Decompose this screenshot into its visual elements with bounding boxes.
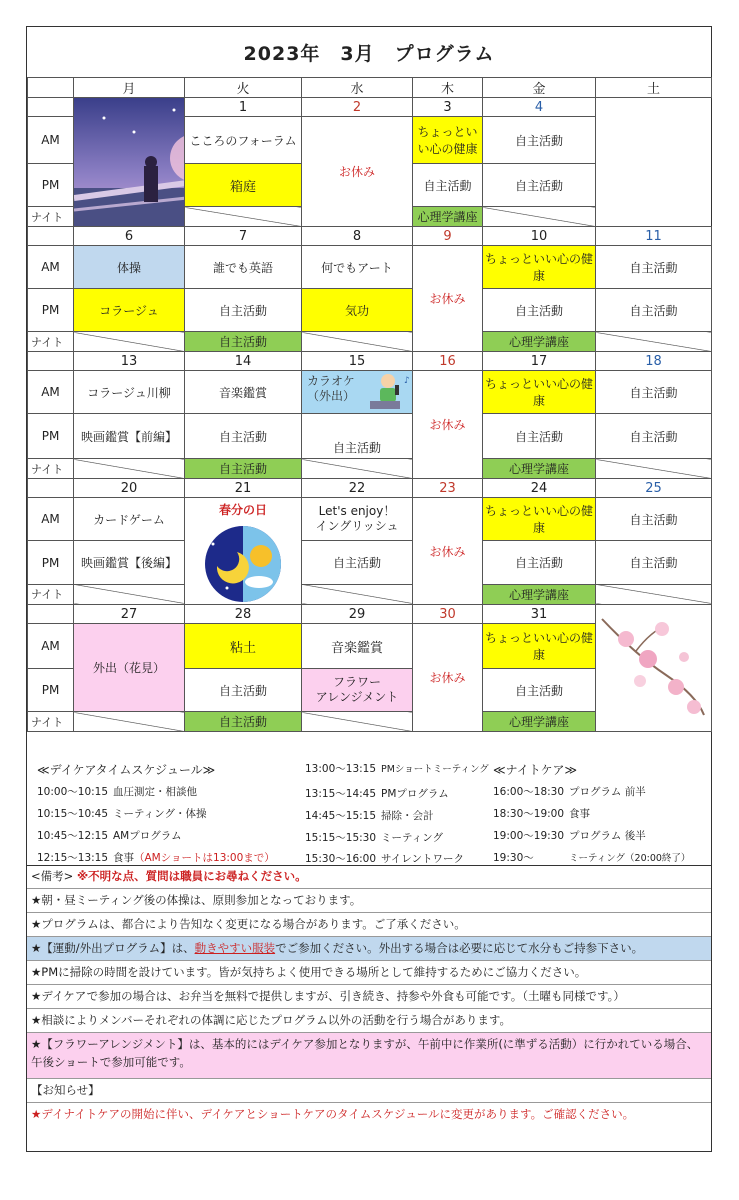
schedule-item: プログラム 前半 [569, 786, 646, 798]
program-cell: 外出（花見） [74, 624, 185, 712]
schedule-item: ミーティング [381, 832, 443, 844]
weekday-tue: 火 [185, 78, 302, 98]
program-cell: 自主活動 [185, 414, 302, 459]
pm-label: PM [28, 289, 74, 332]
note-emphasis: 動きやすい服装 [194, 941, 276, 955]
program-cell: 自主活動 [483, 414, 596, 459]
empty-night-cell [302, 459, 413, 479]
empty-night-cell [185, 207, 302, 227]
program-cell: 映画鑑賞【前編】 [74, 414, 185, 459]
pm-schedule [305, 761, 490, 869]
date-20: 20 [74, 479, 185, 498]
program-label: カラオケ （外出） [307, 374, 356, 403]
schedule-item: 血圧測定・相談他 [113, 786, 197, 798]
winter-night-illustration [74, 98, 185, 227]
program-cell: 何でもアート [302, 246, 413, 289]
schedule-time: 16:00〜18:30 [493, 786, 565, 798]
svg-text:♪: ♪ [404, 376, 410, 386]
weekday-mon: 月 [74, 78, 185, 98]
week1-dates [28, 98, 712, 117]
program-cell: 自主活動 [185, 712, 302, 732]
pm-label: PM [28, 414, 74, 459]
date-4: 4 [483, 98, 596, 117]
night-care-schedule [493, 761, 708, 869]
am-label: AM [28, 498, 74, 541]
schedule-time: 14:45〜15:15 [305, 810, 377, 822]
schedule-item: 食事 [569, 808, 590, 820]
program-cell: 心理学講座 [483, 584, 596, 604]
note-item [27, 937, 711, 961]
program-cell: 自主活動 [596, 498, 712, 541]
empty-night-cell [74, 332, 185, 352]
program-cell: 自主活動 [596, 541, 712, 584]
date-21: 21 [185, 479, 302, 498]
karaoke-cell [302, 371, 413, 414]
sun-moon-icon [193, 522, 293, 604]
date-8: 8 [302, 227, 413, 246]
remarks-label: <備考> [31, 869, 74, 883]
program-cell: 自主活動 [302, 541, 413, 584]
closed-cell: お休み [413, 624, 483, 732]
weekday-header-row [28, 78, 712, 98]
daycare-schedule-title: ≪デイケアタイムスケジュール≫ [37, 763, 216, 777]
empty-night-cell [302, 712, 413, 732]
closed-cell: お休み [413, 498, 483, 605]
program-cell: コラージュ [74, 289, 185, 332]
night-label: ナイト [28, 332, 74, 352]
remarks-warning: ※不明な点、質問は職員にお尋ねください。 [76, 869, 307, 883]
note-text: でご参加ください。外出する場合は必要に応じて水分もご持参下さい。 [275, 941, 644, 955]
note-item: ★相談によりメンバーそれぞれの体調に応じたプログラム以外の活動を行う場合があります。 [27, 1009, 711, 1033]
schedule-time: 13:00〜13:15 [305, 763, 377, 775]
schedule-item: PMショートミーティング [381, 764, 489, 775]
note-item: ★PMに掃除の時間を設けています。皆が気持ちよく使用できる場所として維持するためにご協力ください。 [27, 961, 711, 985]
night-label: ナイト [28, 584, 74, 604]
calendar-page [26, 26, 712, 1152]
note-item: ★プログラムは、都合により告知なく変更になる場合があります。ご了承ください。 [27, 913, 711, 937]
date-2: 2 [302, 98, 413, 117]
equinox-holiday-cell [185, 498, 302, 605]
program-cell: 体操 [74, 246, 185, 289]
date-24: 24 [483, 479, 596, 498]
daycare-schedule [37, 761, 307, 869]
empty-night-cell [596, 332, 712, 352]
program-cell: 粘土 [185, 624, 302, 669]
program-cell: 自主活動 [483, 669, 596, 712]
date-27: 27 [74, 605, 185, 624]
weekday-fri: 金 [483, 78, 596, 98]
program-cell: こころのフォーラム [185, 117, 302, 164]
date-14: 14 [185, 352, 302, 371]
date-17: 17 [483, 352, 596, 371]
program-cell: 自主活動 [483, 117, 596, 164]
weekday-wed: 水 [302, 78, 413, 98]
date-13: 13 [74, 352, 185, 371]
program-cell: 自主活動 [596, 414, 712, 459]
schedule-item: ミーティング（20:00終了） [569, 853, 691, 864]
closed-cell: お休み [413, 371, 483, 479]
program-cell: 誰でも英語 [185, 246, 302, 289]
am-label: AM [28, 117, 74, 164]
program-cell: ちょっといい心の健康 [483, 624, 596, 669]
date-6: 6 [74, 227, 185, 246]
schedule-time: 19:00〜19:30 [493, 830, 565, 842]
program-cell: 映画鑑賞【後編】 [74, 541, 185, 584]
program-cell: 自主活動 [483, 541, 596, 584]
note-item: ★デイケアで参加の場合は、お弁当を無料で提供しますが、引き続き、持参や外食も可能です。（土曜も同様です。） [27, 985, 711, 1009]
program-cell: ちょっといい心の健康 [483, 246, 596, 289]
schedule-item: プログラム 後半 [569, 830, 646, 842]
schedule-time: 10:45〜12:15 [37, 830, 109, 842]
schedule-time: 13:15〜14:45 [305, 788, 377, 800]
date-1: 1 [185, 98, 302, 117]
night-label: ナイト [28, 459, 74, 479]
note-item: ★朝・昼ミーティング後の体操は、原則参加となっております。 [27, 889, 711, 913]
schedule-item: PMプログラム [381, 788, 449, 800]
empty-night-cell [302, 332, 413, 352]
date-11: 11 [596, 227, 712, 246]
empty-night-cell [74, 459, 185, 479]
program-cell: 自主活動 [483, 164, 596, 207]
program-cell: 自主活動 [185, 459, 302, 479]
page-title: 2023年 3月 プログラム [27, 27, 711, 78]
date-25: 25 [596, 479, 712, 498]
program-cell: 心理学講座 [413, 207, 483, 227]
weekday-sat: 土 [596, 78, 712, 98]
date-22: 22 [302, 479, 413, 498]
empty-night-cell [596, 459, 712, 479]
program-cell: ちょっといい心の健康 [413, 117, 483, 164]
program-cell: 自主活動 [185, 669, 302, 712]
program-cell: ちょっといい心の健康 [483, 498, 596, 541]
date-9: 9 [413, 227, 483, 246]
schedule-time: 19:30〜 [493, 852, 534, 864]
schedule-time: 10:15〜10:45 [37, 808, 109, 820]
holiday-label: 春分の日 [218, 503, 267, 517]
remarks-header [27, 865, 711, 889]
program-cell: 自主活動 [596, 289, 712, 332]
program-cell: 音楽鑑賞 [302, 624, 413, 669]
am-label: AM [28, 371, 74, 414]
karaoke-singer-icon [360, 371, 412, 411]
note-text: ★【運動/外出プログラム】は、 [31, 941, 195, 955]
program-cell: 心理学講座 [483, 332, 596, 352]
am-label: AM [28, 246, 74, 289]
program-cell: 自主活動 [483, 289, 596, 332]
empty-night-cell [74, 712, 185, 732]
weekday-thu: 木 [413, 78, 483, 98]
date-10: 10 [483, 227, 596, 246]
announcement-header: 【お知らせ】 [27, 1079, 711, 1103]
program-cell: 自主活動 [302, 414, 413, 459]
program-cell: 自主活動 [596, 371, 712, 414]
date-15: 15 [302, 352, 413, 371]
cherry-blossom-illustration [596, 605, 712, 732]
schedule-item: サイレントワーク [381, 853, 465, 865]
schedule-item: 食事 [113, 852, 134, 864]
program-cell: コラージュ川柳 [74, 371, 185, 414]
schedule-time: 10:00〜10:15 [37, 786, 109, 798]
empty-night-cell [483, 207, 596, 227]
schedule-item: 掃除・会計 [381, 810, 434, 822]
time-schedule [27, 757, 711, 866]
remarks-section [27, 865, 711, 1127]
closed-cell: お休み [413, 246, 483, 352]
empty-night-cell [596, 584, 712, 604]
schedule-item: ミーティング・体操 [113, 808, 207, 820]
date-31: 31 [483, 605, 596, 624]
schedule-note: （AMショートは13:00まで） [134, 852, 275, 864]
program-cell: 心理学講座 [483, 459, 596, 479]
closed-cell: お休み [302, 117, 413, 227]
date-18: 18 [596, 352, 712, 371]
night-care-title: ≪ナイトケア≫ [493, 763, 578, 777]
program-cell: 音楽鑑賞 [185, 371, 302, 414]
program-cell: ちょっといい心の健康 [483, 371, 596, 414]
schedule-item: AMプログラム [113, 830, 182, 842]
night-label: ナイト [28, 712, 74, 732]
program-cell: フラワー アレンジメント [302, 669, 413, 712]
program-cell: Let's enjoy！ イングリッシュ [302, 498, 413, 541]
program-cell: 箱庭 [185, 164, 302, 207]
program-cell: 自主活動 [185, 289, 302, 332]
schedule-time: 15:15〜15:30 [305, 832, 377, 844]
empty-night-cell [302, 584, 413, 604]
date-16: 16 [413, 352, 483, 371]
date-28: 28 [185, 605, 302, 624]
pm-label: PM [28, 669, 74, 712]
note-item: ★【フラワーアレンジメント】は、基本的にはデイケア参加となりますが、午前中に作業所(に準ずる活動）に行かれている場合、午後ショートで参加可能です。 [27, 1033, 711, 1079]
am-label: AM [28, 624, 74, 669]
schedule-time: 12:15〜13:15 [37, 852, 109, 864]
empty-night-cell [74, 584, 185, 604]
date-30: 30 [413, 605, 483, 624]
date-3: 3 [413, 98, 483, 117]
program-cell: 気功 [302, 289, 413, 332]
program-cell: カードゲーム [74, 498, 185, 541]
pm-label: PM [28, 164, 74, 207]
pm-label: PM [28, 541, 74, 584]
schedule-time: 15:30〜16:00 [305, 853, 377, 865]
night-label: ナイト [28, 207, 74, 227]
program-cell: 心理学講座 [483, 712, 596, 732]
program-cell: 自主活動 [596, 246, 712, 289]
schedule-time: 18:30〜19:00 [493, 808, 565, 820]
program-cell: 自主活動 [413, 164, 483, 207]
date-29: 29 [302, 605, 413, 624]
announcement-item: ★デイナイトケアの開始に伴い、デイケアとショートケアのタイムスケジュールに変更があります。ご確認ください。 [31, 1107, 635, 1121]
date-23: 23 [413, 479, 483, 498]
program-cell: 自主活動 [185, 332, 302, 352]
date-7: 7 [185, 227, 302, 246]
program-calendar [27, 77, 712, 732]
